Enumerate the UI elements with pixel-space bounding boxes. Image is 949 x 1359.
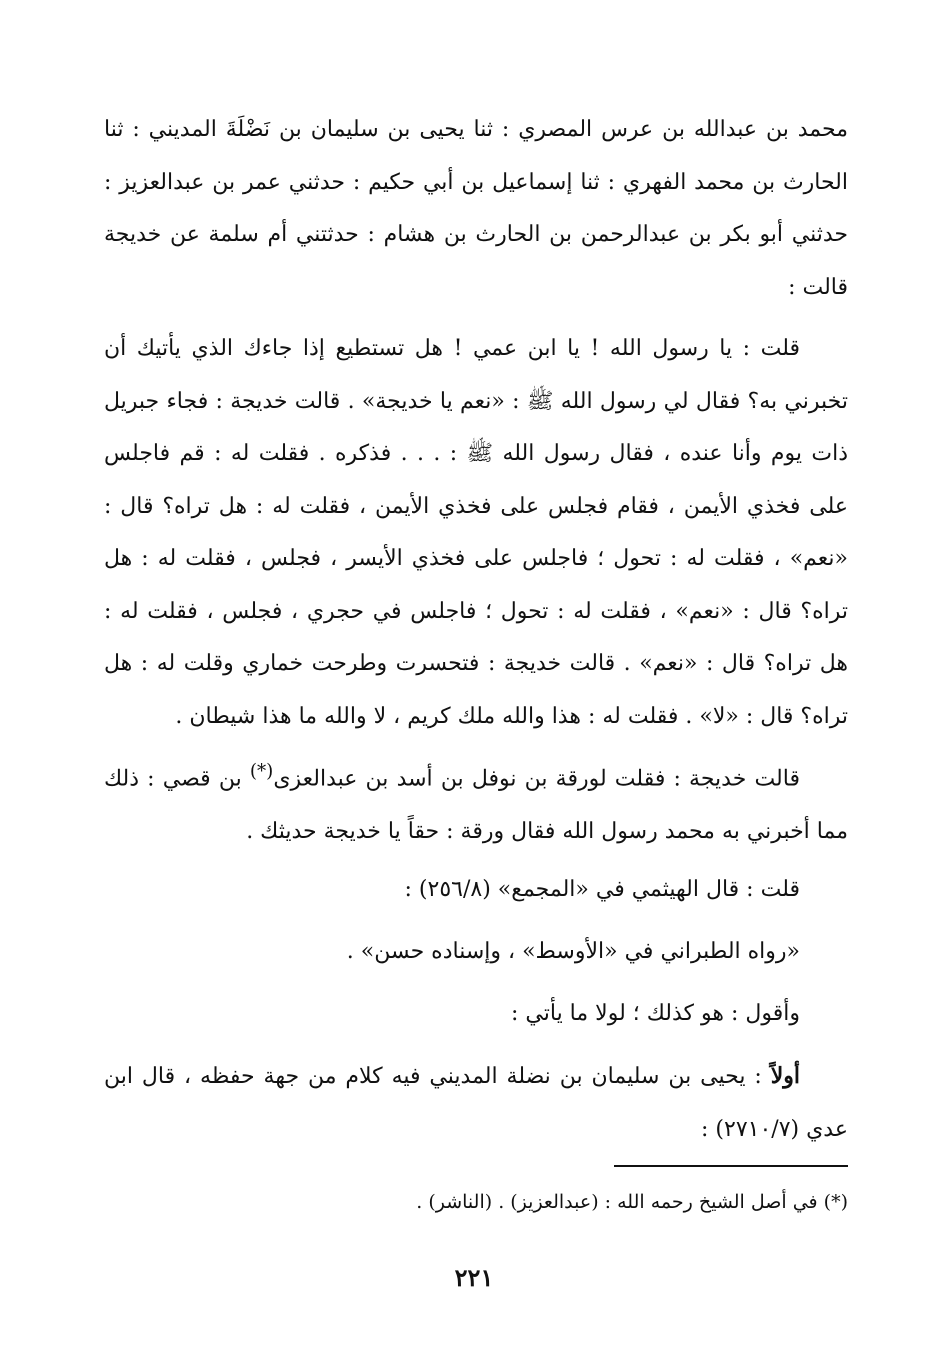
paragraph-quote-tabarani: «رواه الطبراني في «الأوسط» ، وإسناده حسن» . [346, 939, 800, 964]
footnote-marker: (*) [249, 761, 274, 782]
first-point-lead: أولاً [770, 1063, 800, 1089]
paragraph-waraqah-part2: بن قصي : ذلك مما أخبرني به محمد رسول الله فقال ورقة : حقاً يا خديجة حديثك . [104, 766, 848, 844]
paragraph-author-comment: وأقول : هو كذلك ؛ لولا ما يأتي : [511, 1001, 800, 1026]
paragraph-haythami: قلت : قال الهيثمي في «المجمع» (٢٥٦/٨) : [404, 877, 800, 902]
paragraph-waraqah-part1: قالت خديجة : فقلت لورقة بن نوفل بن أسد بن عبدالعزى [273, 766, 800, 792]
first-point-text: : يحيى بن سليمان بن نضلة المديني فيه كلام من جهة حفظه ، قال ابن عدي (٢٧١٠/٧) : [104, 1064, 848, 1142]
paragraph-isnad: محمد بن عبدالله بن عرس المصري : ثنا يحيى بن سليمان بن نَضْلَةَ المديني : ثنا الحارث بن محمد الفهري : ثنا إسماعيل بن أبي حكيم : حدثني عمر بن عبدالعزيز : حدثني أبو بكر بن عبدالرحمن بن الحارث بن هشام : حدثتني أم سلمة عن خديجة قالت : [104, 117, 848, 300]
page-number: ٢٢١ [454, 1263, 494, 1292]
paragraph-hadith-text: قلت : يا رسول الله ! يا ابن عمي ! هل تستطيع إذا جاءك الذي يأتيك أن تخبرني به؟ فقال لي رسول الله ﷺ : «نعم يا خديجة» . قالت خديجة : فجاء جبريل ذات يوم وأنا عنده ، فقال رسول الله ﷺ : . . . فذكره . فقلت له : قم فاجلس على فخذي الأيمن ، فقام فجلس على فخذي الأيمن ، فقلت له : هل تراه؟ قال : «نعم» ، فقلت له : تحول ؛ فاجلس على فخذي الأيسر ، فجلس ، فقلت له : هل تراه؟ قال : «نعم» ، فقلت له : تحول ؛ فاجلس في حجري ، فجلس ، فقلت له : هل تراه؟ قال : «نعم» . قالت خديجة : فتحسرت وطرحت خماري وقلت له : هل تراه؟ قال : «لا» . فقلت له : هذا والله ملك كريم ، لا والله ما هذا شيطان . [104, 336, 848, 729]
paragraph-waraqah [104, 746, 848, 858]
footnote-divider [614, 1165, 848, 1167]
paragraph-first-point [104, 1050, 848, 1156]
footnote: (*) في أصل الشيخ رحمه الله : (عبدالعزيز) . (الناشر) . [416, 1191, 848, 1213]
